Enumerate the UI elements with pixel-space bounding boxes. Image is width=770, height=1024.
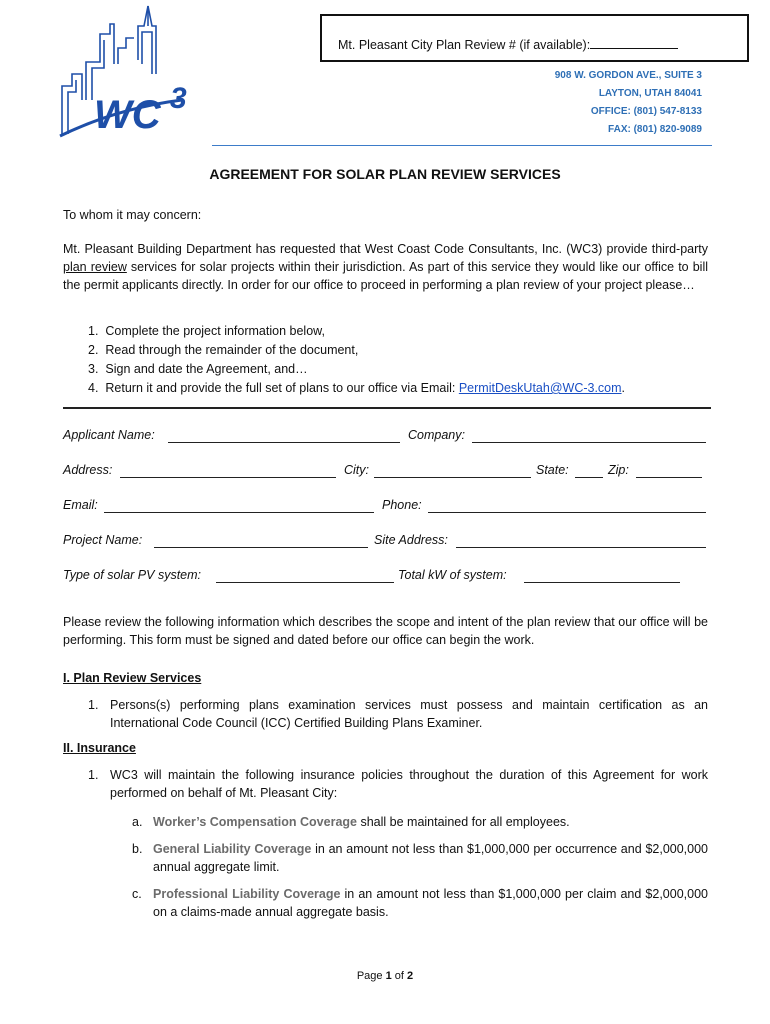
section-heading-insurance: II. Insurance: [63, 741, 136, 755]
section-divider: [63, 407, 711, 409]
total-kw-label: Total kW of system:: [398, 568, 507, 582]
company-label: Company:: [408, 428, 465, 442]
logo-superscript: 3: [170, 82, 187, 115]
sub-item: [153, 813, 708, 831]
total-kw-input[interactable]: [524, 582, 680, 583]
permit-desk-email-link[interactable]: PermitDeskUtah@WC-3.com: [458, 381, 622, 395]
address-line-city: LAYTON, UTAH 84041: [598, 88, 702, 99]
sub-item-text: in an amount not less than $1,000,000 per occurrence and $2,000,000 annual aggregate limit.: [153, 842, 708, 874]
sub-item-letter: a.: [132, 815, 143, 829]
list-item-number: 1.: [88, 698, 99, 712]
plan-review-number-field[interactable]: [590, 36, 678, 49]
address-line-office-phone: OFFICE: (801) 547-8133: [590, 106, 702, 117]
current-page-number: 1: [385, 970, 392, 982]
phone-label: Phone:: [382, 498, 422, 512]
step-item: [88, 324, 325, 338]
intro-underlined: plan review: [63, 260, 127, 274]
address-label: Address:: [63, 463, 113, 477]
email-label: Email:: [63, 498, 98, 512]
document-title: AGREEMENT FOR SOLAR PLAN REVIEW SERVICES: [209, 166, 561, 182]
salutation: To whom it may concern:: [63, 208, 202, 222]
step-text: Read through the remainder of the document,: [105, 343, 359, 357]
applicant-name-input[interactable]: [168, 442, 400, 443]
city-label: City:: [344, 463, 369, 477]
site-address-input[interactable]: [456, 547, 706, 548]
project-name-input[interactable]: [154, 547, 368, 548]
intro-paragraph: [63, 240, 708, 294]
sub-item: [153, 885, 708, 921]
step-item: [88, 381, 625, 395]
phone-input[interactable]: [428, 512, 706, 513]
zip-label: Zip:: [608, 463, 629, 477]
plan-review-number-box: [320, 14, 749, 62]
pv-system-input[interactable]: [216, 582, 394, 583]
footer-page-word: Page: [356, 970, 383, 982]
project-name-label: Project Name:: [63, 533, 143, 547]
step-number: 2.: [88, 343, 99, 357]
sub-item-term: Professional Liability Coverage: [153, 887, 341, 901]
step-text: Complete the project information below,: [105, 324, 325, 338]
sub-item-term: Worker’s Compensation Coverage: [153, 815, 357, 829]
step-number: 4.: [88, 381, 99, 395]
sub-item-letter: c.: [132, 887, 142, 901]
list-item: Persons(s) performing plans examination services must possess and maintain certification as an International Code Council (ICC) Certified Building Plans Examiner.: [110, 698, 708, 730]
sub-item: [153, 840, 708, 876]
sub-item-term: General Liability Coverage: [153, 842, 312, 856]
intro-text: Mt. Pleasant Building Department has requested that West Coast Code Consultants, Inc. (WC3) provide third-party: [63, 242, 708, 256]
sub-item-letter: b.: [132, 842, 143, 856]
pv-system-label: Type of solar PV system:: [63, 568, 202, 582]
sub-item-text: shall be maintained for all employees.: [357, 815, 570, 829]
total-page-count: 2: [407, 970, 414, 982]
review-note-paragraph: Please review the following information which describes the scope and intent of the plan review that our office will be performing. This form must be signed and dated before our office can begin the work.: [63, 615, 708, 647]
step-text: Return it and provide the full set of plans to our office via Email:: [105, 381, 459, 395]
section-heading-plan-review: I. Plan Review Services: [63, 671, 202, 685]
city-input[interactable]: [374, 477, 531, 478]
page-footer: [0, 970, 770, 982]
step-number: 1.: [88, 324, 99, 338]
footer-of-word: of: [394, 970, 404, 982]
wc3-logo: [58, 4, 198, 140]
address-line-street: 908 W. GORDON AVE., SUITE 3: [554, 70, 702, 81]
step-number: 3.: [88, 362, 99, 376]
step-text: Sign and date the Agreement, and…: [105, 362, 308, 376]
state-input[interactable]: [575, 477, 603, 478]
company-input[interactable]: [472, 442, 706, 443]
plan-review-label: Mt. Pleasant City Plan Review # (if available):: [338, 38, 591, 52]
header-divider: [212, 145, 712, 146]
email-input[interactable]: [104, 512, 374, 513]
logo-wordmark: WC: [94, 93, 161, 137]
address-input[interactable]: [120, 477, 336, 478]
intro-text-end: services for solar projects within their jurisdiction. As part of this service they would like our office to bill the permit applicants directly. In order for our office to proceed in performing a plan review of your project please…: [63, 260, 708, 292]
zip-input[interactable]: [636, 477, 702, 478]
state-label: State:: [536, 463, 569, 477]
list-item-number: 1.: [88, 768, 99, 782]
step-item: [88, 362, 308, 376]
address-line-fax: FAX: (801) 820-9089: [608, 124, 702, 135]
sub-item-text: in an amount not less than $1,000,000 per claim and $2,000,000 on a claims-made annual aggregate basis.: [153, 887, 708, 919]
step-end: .: [621, 381, 626, 395]
list-item: WC3 will maintain the following insurance policies throughout the duration of this Agreement for work performed on behalf of Mt. Pleasant City:: [110, 768, 708, 800]
step-item: [88, 343, 358, 357]
site-address-label: Site Address:: [374, 533, 448, 547]
applicant-name-label: Applicant Name:: [63, 428, 155, 442]
